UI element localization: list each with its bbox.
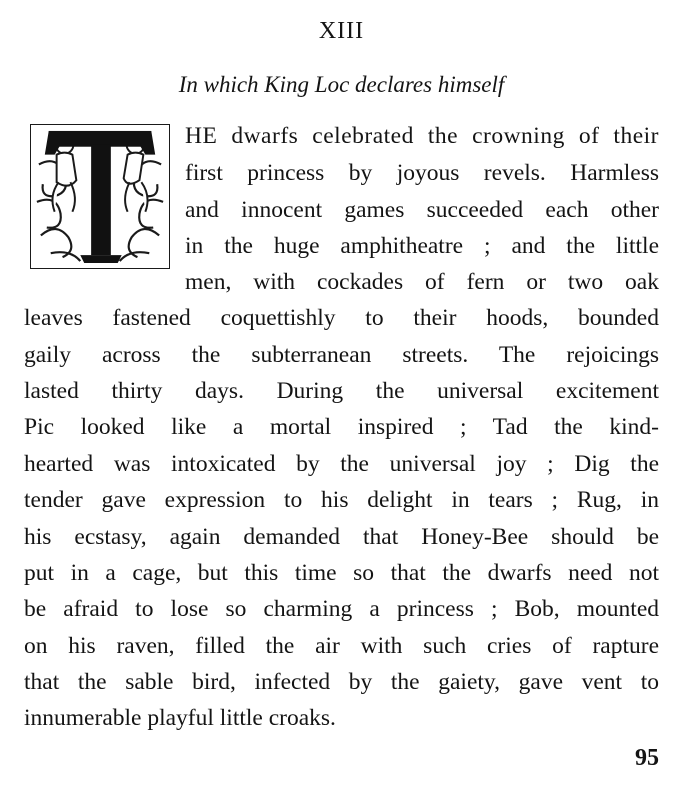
ornamental-drop-cap-icon [30, 124, 170, 269]
page-number: 95 [635, 745, 659, 771]
text-line: Pic looked like a mortal inspired ; Tad the kind- [24, 414, 659, 440]
text-line: be afraid to lose so charming a princess ; Bob, mounted [24, 596, 659, 622]
text-line: his ecstasy, again demanded that Honey-Bee should be [24, 524, 659, 550]
text-line: gaily across the subterranean streets. The rejoicings [24, 342, 659, 368]
text-line: put in a cage, but this time so that the dwarfs need not [24, 560, 659, 586]
text-line: and innocent games succeeded each other [185, 197, 659, 223]
text-line: first princess by joyous revels. Harmless [185, 160, 659, 186]
text-line: innumerable playful little croaks. [24, 705, 336, 731]
drop-cap-illustration [31, 125, 169, 268]
text-line: lasted thirty days. During the universal excitement [24, 378, 659, 404]
text-line: men, with cockades of fern or two oak [185, 269, 659, 295]
text-line: that the sable bird, infected by the gaiety, gave vent to [24, 669, 659, 695]
text-line: tender gave expression to his delight in tears ; Rug, in [24, 487, 659, 513]
text-line: leaves fastened coquettishly to their hoods, bounded [24, 305, 659, 331]
chapter-number: XIII [318, 18, 365, 44]
text-line: hearted was intoxicated by the universal joy ; Dig the [24, 451, 659, 477]
text-line: on his raven, filled the air with such cries of rapture [24, 633, 659, 659]
chapter-title: In which King Loc declares himself [178, 72, 505, 97]
text-line: HE dwarfs celebrated the crowning of their [185, 123, 659, 149]
text-line: in the huge amphitheatre ; and the little [185, 233, 659, 259]
